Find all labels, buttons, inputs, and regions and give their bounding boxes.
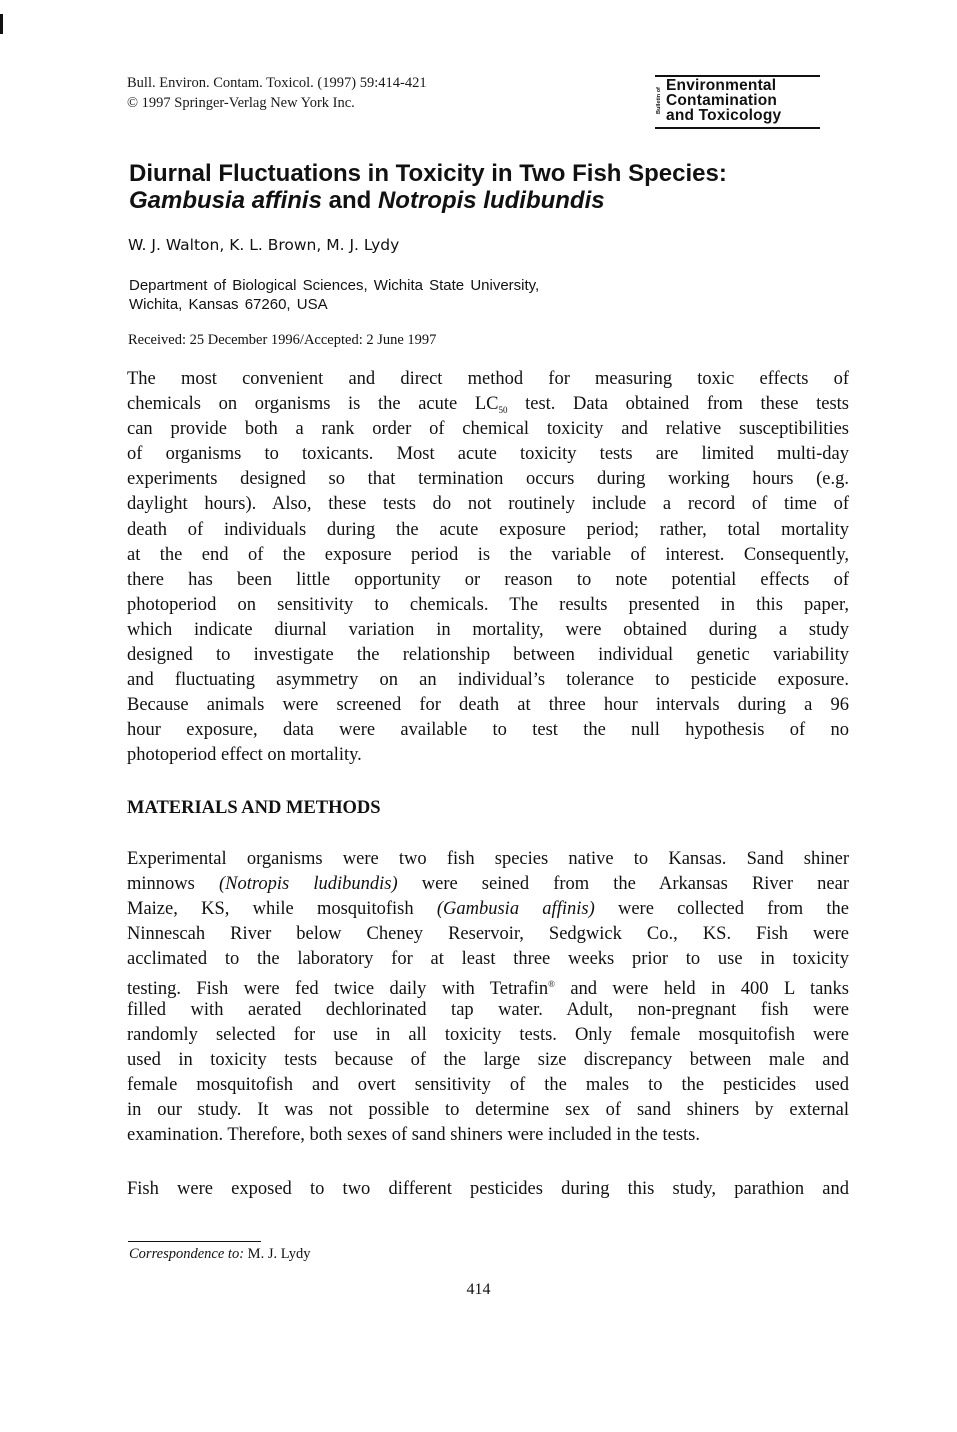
copyright-line: © 1997 Springer-Verlag New York Inc. — [127, 95, 355, 111]
text-line: Because animals were screened for death at three hour intervals during a 96 — [127, 695, 849, 716]
text-line: testing. Fish were fed twice daily with Tetrafin® and were held in 400 L tanks — [127, 979, 850, 1000]
author-list: W. J. Walton, K. L. Brown, M. J. Lydy — [128, 236, 400, 254]
text-line: acclimated to the laboratory for at least three weeks prior to use in toxicity — [127, 949, 849, 970]
text-line: there has been little opportunity or reason to note potential effects of — [127, 569, 849, 590]
text-line: and fluctuating asymmetry on an individual’s tolerance to pesticide exposure. — [127, 670, 849, 691]
text-line: randomly selected for use in all toxicity tests. Only female mosquitofish were — [127, 1024, 849, 1045]
text-line: experiments designed so that termination occurs during working hours (e.g. — [127, 469, 849, 490]
text-line: photoperiod effect on mortality. — [127, 745, 362, 766]
logo-line-1: Environmental — [666, 77, 777, 94]
article-title — [129, 160, 727, 214]
text-line: Experimental organisms were two fish species native to Kansas. Sand shiner — [127, 849, 849, 869]
text-line: of organisms to toxicants. Most acute toxicity tests are limited multi-day — [127, 444, 849, 465]
text-line: can provide both a rank order of chemical toxicity and relative susceptibilities — [127, 419, 849, 440]
affiliation — [129, 276, 539, 314]
text-line: chemicals on organisms is the acute $LC_{50}$ test. Data obtained from these tests — [127, 394, 849, 416]
text-line: photoperiod on sensitivity to chemicals. The results presented in this paper, — [127, 594, 849, 615]
footnote-divider — [128, 1241, 261, 1242]
scan-margin-mark — [0, 14, 3, 34]
intro-paragraph — [127, 367, 849, 769]
text-line: daylight hours). Also, these tests do not routinely include a record of time of — [127, 494, 849, 515]
text-line: Fish were exposed to two different pesticides during this study, parathion and — [127, 1179, 849, 1199]
journal-citation-block — [127, 73, 427, 113]
text-line: female mosquitofish and overt sensitivity of the males to the pesticides used — [127, 1074, 849, 1095]
species-name: (Notropis ludibundis) — [218, 874, 398, 895]
title-species-2: Notropis ludibundis — [377, 187, 605, 214]
subscript: 50 — [498, 405, 508, 416]
title-line-1: Diurnal Fluctuations in Toxicity in Two Fish Species: — [129, 160, 727, 187]
text-line: examination. Therefore, both sexes of sand shiners were included in the tests. — [127, 1125, 700, 1146]
text-line: filled with aerated dechlorinated tap water. Adult, non-pregnant fish were — [127, 999, 849, 1020]
journal-logo — [655, 75, 820, 129]
text-line: The most convenient and direct method for measuring toxic effects of — [127, 369, 849, 389]
text-line: used in toxicity tests because of the large size discrepancy between male and — [127, 1049, 849, 1070]
species-name: (Gambusia affinis) — [436, 899, 595, 920]
registered-mark: ® — [548, 979, 555, 990]
text-line: minnows (Notropis ludibundis) were seined from the Arkansas River near — [127, 874, 849, 895]
text-line: hour exposure, data were available to test the null hypothesis of no — [127, 720, 849, 741]
title-conjunction: and — [328, 187, 372, 214]
text-line: Ninnescah River below Cheney Reservoir, Sedgwick Co., KS. Fish were — [127, 924, 849, 945]
text-line: designed to investigate the relationship between individual genetic variability — [127, 645, 849, 666]
text-line: in our study. It was not possible to determine sex of sand shiners by external — [127, 1099, 849, 1120]
text-line: death of individuals during the acute exposure period; rather, total mortality — [127, 519, 849, 540]
logo-side-text: Bulletin of — [656, 87, 662, 115]
affiliation-line-2: Wichita, Kansas 67260, USA — [129, 296, 328, 313]
footnote-label: Correspondence to: — [129, 1246, 245, 1262]
footnote-name: M. J. Lydy — [244, 1246, 311, 1262]
title-line-2 — [129, 187, 727, 214]
section-heading: MATERIALS AND METHODS — [127, 798, 381, 818]
title-species-1: Gambusia affinis — [129, 187, 322, 214]
pesticide-paragraph — [127, 1177, 849, 1202]
page-number: 414 — [466, 1281, 491, 1298]
text-line: which indicate diurnal variation in mortality, were obtained during a study — [127, 619, 849, 640]
citation-line: Bull. Environ. Contam. Toxicol. (1997) 59:414-421 — [127, 75, 427, 91]
correspondence-footnote — [129, 1246, 311, 1263]
affiliation-line-1: Department of Biological Sciences, Wichita State University, — [129, 277, 540, 294]
logo-line-2: Contamination — [666, 92, 778, 109]
methods-paragraph — [127, 847, 849, 1148]
received-dates: Received: 25 December 1996/Accepted: 2 June 1997 — [128, 332, 437, 348]
text-line: at the end of the exposure period is the variable of interest. Consequently, — [127, 544, 849, 565]
logo-line-3: and Toxicology — [666, 107, 782, 124]
text-line: Maize, KS, while mosquitofish (Gambusia affinis) were collected from the — [127, 899, 849, 920]
